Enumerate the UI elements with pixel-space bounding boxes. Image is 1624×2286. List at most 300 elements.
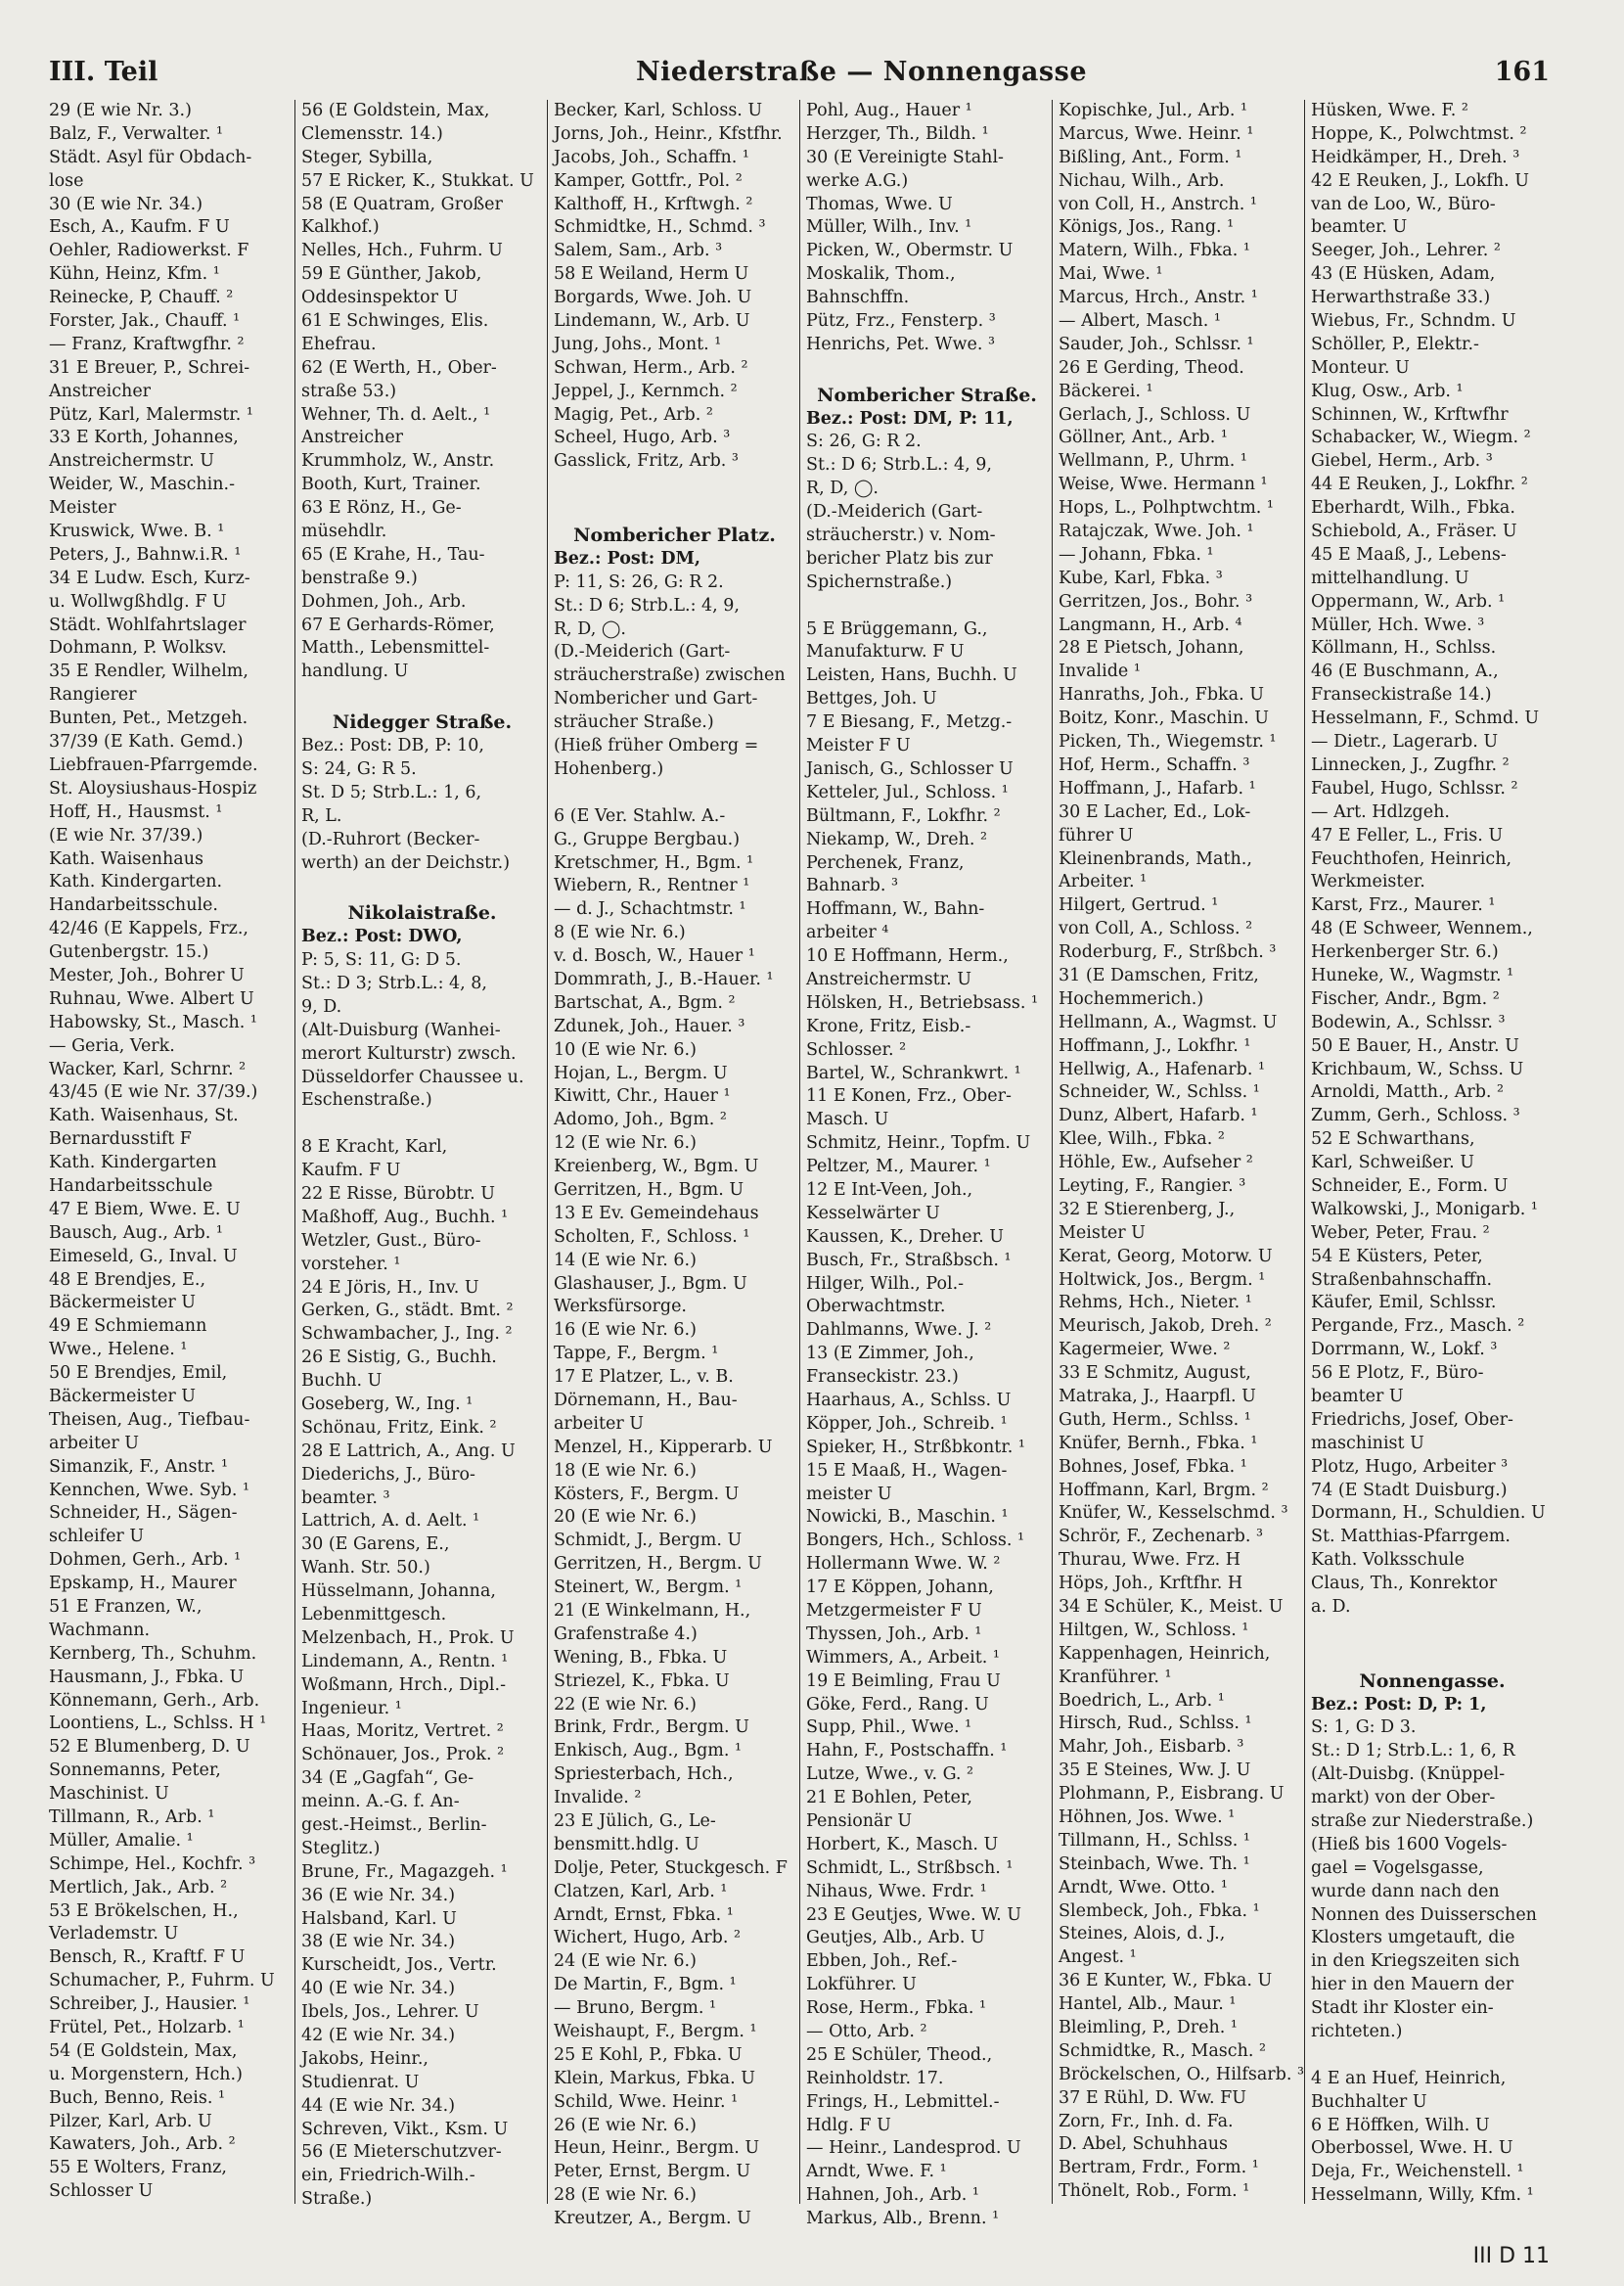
directory-entry-line: Karst, Frz., Maurer. ¹ — [1311, 895, 1496, 916]
directory-entry-line: Bez.: Post: DB, P: 10, — [301, 736, 484, 756]
directory-entry-line: Hölsken, H., Betriebsass. ¹ — [806, 992, 1038, 1013]
directory-entry-line: Bahnarb. ³ — [806, 876, 898, 896]
directory-entry-line: Salem, Sam., Arb. ³ — [554, 241, 723, 261]
directory-entry-line: 50 E Brendjes, Emil, — [49, 1363, 228, 1384]
directory-entry-line: Herkenberger Str. 6.) — [1311, 942, 1499, 963]
directory-entry-line: Hausmann, J., Fbka. U — [49, 1667, 245, 1687]
directory-entry-line: Dörnemann, H., Bau- — [554, 1390, 738, 1410]
directory-entry-line: 7 E Biesang, F., Metzg.- — [806, 712, 1013, 733]
directory-entry-line: 58 (E Quatram, Großer — [301, 194, 503, 214]
directory-entry-line: Ruhnau, Wwe. Albert U — [49, 988, 254, 1009]
directory-entry-line: Bernardusstift F — [49, 1129, 192, 1150]
directory-entry-line: (D.-Meiderich (Gart- — [806, 502, 983, 523]
directory-entry-line: Königs, Jos., Rang. ¹ — [1059, 217, 1235, 238]
directory-entry-line: Hirsch, Rud., Schlss. ¹ — [1059, 1714, 1252, 1734]
directory-entry-line: Marcus, Wwe. Heinr. ¹ — [1059, 123, 1254, 144]
directory-entry-line: Schrör, F., Zechenarb. ³ — [1059, 1527, 1263, 1547]
directory-entry-line: Spriesterbach, Hch., — [554, 1764, 734, 1785]
directory-entry-line: Kagermeier, Wwe. ² — [1059, 1340, 1231, 1360]
directory-entry-line: Simanzik, F., Anstr. ¹ — [49, 1456, 229, 1477]
directory-entry-line: Dormann, H., Schuldien. U — [1311, 1503, 1546, 1524]
directory-entry-line: Brune, Fr., Magazgeh. ¹ — [301, 1861, 508, 1882]
directory-entry-line: Bültmann, F., Lokfhr. ² — [806, 805, 1001, 826]
directory-entry-line: Gerken, G., städt. Bmt. ² — [301, 1301, 514, 1321]
directory-entry-line: Glashauser, J., Bgm. U — [554, 1273, 747, 1294]
directory-entry-line: Oberbossel, Wwe. H. U — [1311, 2138, 1513, 2159]
directory-entry-line: 15 E Maaß, H., Wagen- — [806, 1460, 1008, 1481]
directory-entry-line: Roderburg, F., Strßbch. ³ — [1059, 942, 1277, 963]
directory-entry-line: St. Aloysiushaus-Hospiz — [49, 778, 257, 799]
directory-entry-line: Moskalik, Thom., — [806, 264, 956, 285]
column-5 — [1053, 100, 1305, 2204]
directory-entry-line: Mai, Wwe. ¹ — [1059, 264, 1163, 285]
directory-entry-line: Kennchen, Wwe. Syb. ¹ — [49, 1480, 249, 1500]
directory-entry-line: 23 E Geutjes, Wwe. W. U — [806, 1904, 1021, 1925]
directory-entry-line: (Hieß früher Omberg = — [554, 736, 759, 756]
directory-entry-line: Eimeseld, G., Inval. U — [49, 1246, 238, 1266]
directory-entry-line: Claus, Th., Konrektor — [1311, 1574, 1498, 1594]
directory-entry-line: Meister — [49, 498, 116, 519]
directory-entry-line: beamter. ³ — [301, 1487, 390, 1508]
directory-entry-line: Höhle, Ew., Aufseher ² — [1059, 1153, 1253, 1173]
directory-entry-line: Weishaupt, F., Bergm. ¹ — [554, 2022, 757, 2042]
directory-entry-line: 32 E Stierenberg, J., — [1059, 1199, 1236, 1219]
directory-entry-line: St.: D 1; Strb.L.: 1, 6, R — [1311, 1741, 1515, 1761]
directory-entry-line: Zorn, Fr., Inh. d. Fa. — [1059, 2111, 1234, 2131]
directory-entry-line: 74 (E Stadt Duisburg.) — [1311, 1480, 1508, 1500]
directory-entry-line: Nowicki, B., Maschin. ¹ — [806, 1507, 1009, 1528]
directory-entry-line: Clemensstr. 14.) — [301, 123, 443, 144]
spacer — [806, 595, 1048, 618]
directory-entry-line: Franseckistr. 23.) — [806, 1367, 959, 1388]
spacer — [554, 497, 795, 521]
directory-entry-line: 33 E Korth, Johannes, — [49, 428, 239, 448]
directory-entry-line: Mahr, Joh., Eisbarb. ³ — [1059, 1737, 1244, 1758]
directory-entry-line: Maßhoff, Aug., Buchh. ¹ — [301, 1207, 509, 1227]
directory-entry-line: Sonnemanns, Peter, — [49, 1760, 221, 1781]
directory-entry-line: Kalthoff, H., Krftwgh. ² — [554, 194, 753, 214]
directory-entry-line: 48 E Brendjes, E., — [49, 1269, 206, 1290]
column-1 — [43, 100, 295, 2204]
directory-entry-line: mittelhandlung. U — [1311, 568, 1469, 588]
directory-entry-line: Horbert, K., Masch. U — [806, 1834, 999, 1854]
directory-entry-line: Booth, Kurt, Trainer. — [301, 475, 481, 495]
directory-entry-line: Jacobs, Joh., Schaffn. ¹ — [554, 147, 749, 167]
directory-entry-line: Schinnen, W., Krftwfhr — [1311, 404, 1509, 425]
directory-entry-line: 28 (E wie Nr. 6.) — [554, 2185, 697, 2206]
directory-entry-line: Picken, Th., Wiegemstr. ¹ — [1059, 732, 1277, 753]
directory-entry-line: Tillmann, H., Schlss. ¹ — [1059, 1830, 1250, 1851]
directory-entry-line: Verlademstr. U — [49, 1924, 179, 1944]
directory-entry-line: Reinecke, P, Chauff. ² — [49, 288, 234, 308]
directory-entry-line: Hilgert, Gertrud. ¹ — [1059, 895, 1219, 916]
directory-entry-line: Halsband, Karl. U — [301, 1908, 457, 1929]
directory-entry-line: St.: D 3; Strb.L.: 4, 8, — [301, 973, 487, 993]
directory-entry-line: D. Abel, Schuhhaus — [1059, 2134, 1229, 2155]
directory-entry-line: van de Loo, W., Büro- — [1311, 194, 1496, 214]
directory-entry-line: 11 E Konen, Frz., Ober- — [806, 1086, 1012, 1107]
directory-entry-line: Oppermann, W., Arb. ¹ — [1311, 591, 1506, 612]
directory-entry-line: Bleimling, P., Dreh. ¹ — [1059, 2018, 1238, 2038]
spacer — [301, 684, 543, 708]
directory-entry-line: Kesselwärter U — [806, 1203, 940, 1223]
directory-entry-line: Gerritzen, Jos., Bohr. ³ — [1059, 591, 1253, 612]
directory-entry-line: Pohl, Aug., Hauer ¹ — [806, 101, 972, 120]
street-district-info: Bez.: Post: DM, — [554, 548, 700, 569]
directory-entry-line: Meister F U — [806, 736, 911, 756]
directory-entry-line: 38 (E wie Nr. 34.) — [301, 1932, 456, 1952]
directory-entry-line: Anstreichermstr. U — [49, 451, 214, 472]
directory-entry-line: 5 E Brüggemann, G., — [806, 618, 988, 639]
directory-entry-line: Marcus, Hrch., Anstr. ¹ — [1059, 288, 1258, 308]
directory-entry-line: Leisten, Hans, Buchh. U — [806, 665, 1017, 686]
directory-entry-line: Gerritzen, H., Bergm. U — [554, 1554, 762, 1575]
directory-entry-line: Deja, Fr., Weichenstell. ¹ — [1311, 2162, 1524, 2182]
directory-entry-line: 58 E Weiland, Herm U — [554, 264, 749, 285]
directory-entry-line: P: 5, S: 11, G: D 5. — [301, 950, 462, 971]
directory-entry-line: Hilger, Wilh., Pol.- — [806, 1273, 965, 1294]
directory-entry-line: Müller, Amalie. ¹ — [49, 1830, 194, 1851]
directory-entry-line: Langmann, H., Arb. ⁴ — [1059, 615, 1242, 635]
directory-entry-line: Pensionär U — [806, 1811, 913, 1832]
directory-entry-line: straße zur Niederstraße.) — [1311, 1811, 1534, 1832]
street-district-info: Bez.: Post: DWO, — [301, 927, 463, 947]
directory-entry-line: Krichbaum, W., Schss. U — [1311, 1059, 1524, 1079]
directory-columns — [43, 100, 1561, 2229]
directory-entry-line: Jung, Johs., Mont. ¹ — [554, 334, 722, 354]
directory-entry-line: Rehms, Hch., Nieter. ¹ — [1059, 1293, 1252, 1313]
directory-entry-line: Städt. Wohlfahrtslager — [49, 615, 247, 635]
directory-entry-line: Käufer, Emil, Schlssr. — [1311, 1293, 1497, 1313]
directory-entry-line: Kalkhof.) — [301, 217, 380, 238]
directory-entry-line: Spieker, H., Strßbkontr. ¹ — [806, 1437, 1025, 1457]
directory-entry-line: werke A.G.) — [806, 170, 909, 191]
directory-entry-line: Knüfer, Bernh., Fbka. ¹ — [1059, 1433, 1258, 1453]
directory-entry-line: markt) von der Ober- — [1311, 1788, 1496, 1808]
directory-entry-line: sträucherstraße) zwischen — [554, 665, 786, 686]
directory-entry-line: Wening, B., Fbka. U — [554, 1647, 728, 1668]
directory-entry-line: Hüsselmann, Johanna, — [301, 1581, 496, 1602]
directory-entry-line: S: 24, G: R 5. — [301, 758, 417, 779]
directory-entry-line: — d. J., Schachtmstr. ¹ — [554, 899, 746, 920]
directory-entry-line: Scheel, Hugo, Arb. ³ — [554, 428, 731, 448]
directory-entry-line: Hojan, L., Bergm. U — [554, 1063, 728, 1083]
directory-entry-line: Klug, Osw., Arb. ¹ — [1311, 381, 1464, 401]
directory-entry-line: Jorns, Joh., Heinr., Kfstfhr. — [554, 123, 783, 144]
directory-entry-line: Niekamp, W., Dreh. ² — [806, 829, 988, 849]
directory-entry-line: richteten.) — [1311, 2022, 1403, 2042]
directory-entry-line: Bäckermeister U — [49, 1386, 197, 1406]
directory-entry-line: Kopischke, Jul., Arb. ¹ — [1059, 101, 1247, 120]
directory-entry-line: 56 (E Goldstein, Max, — [301, 101, 490, 120]
directory-entry-line: — Otto, Arb. ² — [806, 2022, 927, 2042]
directory-entry-line: Zdunek, Joh., Hauer. ³ — [554, 1016, 745, 1036]
directory-entry-line: Bertram, Frdr., Form. ¹ — [1059, 2158, 1259, 2178]
directory-entry-line: Oehler, Radiowerkst. F — [49, 241, 249, 261]
directory-entry-line: Klosters umgetauft, die — [1311, 1928, 1515, 1948]
directory-entry-line: St. Matthias-Pfarrgem. — [1311, 1527, 1511, 1547]
directory-entry-line: Bäckermeister U — [49, 1293, 197, 1313]
directory-entry-line: 63 E Rönz, H., Ge- — [301, 498, 462, 519]
directory-entry-line: beamter. U — [1311, 217, 1408, 238]
directory-entry-line: Ingenieur. ¹ — [301, 1698, 402, 1718]
directory-entry-line: 44 E Reuken, J., Lokfhr. ² — [1311, 475, 1528, 495]
directory-entry-line: (E wie Nr. 37/39.) — [49, 825, 203, 846]
directory-entry-line: Perchenek, Franz, — [806, 852, 965, 873]
directory-entry-line: Schild, Wwe. Heinr. ¹ — [554, 2091, 739, 2112]
directory-entry-line: Hellmann, A., Wagmst. U — [1059, 1012, 1278, 1032]
directory-entry-line: Goseberg, W., Ing. ¹ — [301, 1394, 474, 1414]
directory-entry-line: Hoffmann, J., Lokfhr. ¹ — [1059, 1035, 1251, 1056]
directory-entry-line: Arbeiter. ¹ — [1059, 872, 1148, 892]
directory-entry-line: Ratajczak, Wwe. Joh. ¹ — [1059, 522, 1254, 542]
directory-entry-line: merort Kulturstr) zwsch. — [301, 1043, 517, 1064]
directory-entry-line: vorsteher. ¹ — [301, 1254, 401, 1274]
directory-entry-line: Schmidtke, R., Masch. ² — [1059, 2040, 1266, 2061]
directory-entry-line: 6 (E Ver. Stahlw. A.- — [554, 805, 726, 826]
directory-entry-line: Wellmann, P., Uhrm. ¹ — [1059, 451, 1247, 472]
directory-entry-line: Bausch, Aug., Arb. ¹ — [49, 1222, 223, 1243]
directory-entry-line: Arndt, Wwe. F. ¹ — [806, 2162, 947, 2182]
street-heading: Nombericher Straße. — [817, 384, 1037, 406]
directory-entry-line: Picken, W., Obermstr. U — [806, 241, 1014, 261]
directory-entry-line: Kube, Karl, Fbka. ³ — [1059, 568, 1223, 588]
directory-entry-line: 14 (E wie Nr. 6.) — [554, 1250, 697, 1270]
directory-entry-line: 44 (E wie Nr. 34.) — [301, 2095, 456, 2116]
column-2 — [295, 100, 548, 2210]
directory-entry-line: Eberhardt, Wilh., Fbka. — [1311, 498, 1515, 519]
directory-entry-line: Studienrat. U — [301, 2072, 420, 2092]
directory-entry-line: Wetzler, Gust., Büro- — [301, 1230, 481, 1251]
directory-entry-line: Borgards, Wwe. Joh. U — [554, 288, 752, 308]
directory-entry-line: Jakobs, Heinr., — [301, 2048, 429, 2069]
directory-entry-line: 56 E Plotz, F., Büro- — [1311, 1363, 1484, 1384]
directory-entry-line: 19 E Beimling, Frau U — [806, 1670, 1001, 1691]
directory-entry-line: 25 E Schüler, Theod., — [806, 2044, 993, 2065]
directory-entry-line: 49 E Schmiemann — [49, 1316, 207, 1337]
directory-entry-line: Tillmann, R., Arb. ¹ — [49, 1807, 215, 1828]
street-district-info: Bez.: Post: D, P: 1, — [1311, 1694, 1487, 1714]
directory-entry-line: Frings, H., Lebmittel.- — [806, 2091, 1000, 2112]
directory-entry-line: Manufakturw. F U — [806, 642, 965, 663]
directory-entry-line: 21 E Bohlen, Peter, — [806, 1788, 972, 1808]
directory-entry-line: Rose, Herm., Fbka. ¹ — [806, 1998, 986, 2019]
directory-entry-line: Schneider, H., Sägen- — [49, 1503, 238, 1524]
directory-entry-line: 8 E Kracht, Karl, — [301, 1137, 448, 1158]
directory-entry-line: Epskamp, H., Maurer — [49, 1574, 237, 1594]
directory-entry-line: 20 (E wie Nr. 6.) — [554, 1507, 697, 1528]
directory-entry-line: 54 E Küsters, Peter, — [1311, 1246, 1483, 1266]
directory-entry-line: — Bruno, Bergm. ¹ — [554, 1998, 717, 2019]
directory-entry-line: Nichau, Wilh., Arb. — [1059, 170, 1225, 191]
directory-entry-line: 31 (E Damschen, Fritz, — [1059, 965, 1259, 985]
directory-entry-line: 23 E Jülich, G., Le- — [554, 1811, 716, 1832]
directory-entry-line: Busch, Fr., Straßbsch. ¹ — [806, 1250, 1012, 1270]
directory-entry-line: Kath. Waisenhaus, St. — [49, 1106, 239, 1126]
directory-entry-line: Stadt ihr Kloster ein- — [1311, 1998, 1494, 2019]
directory-entry-line: (D.-Ruhrort (Becker- — [301, 829, 480, 849]
directory-entry-line: Oberwachtmstr. — [806, 1297, 946, 1317]
directory-entry-line: (Hieß bis 1600 Vogels- — [1311, 1834, 1508, 1854]
directory-entry-line: u. Morgenstern, Hch.) — [49, 2064, 243, 2084]
directory-entry-line: Kurscheidt, Jos., Vertr. — [301, 1955, 497, 1976]
directory-entry-line: Wichert, Hugo, Arb. ² — [554, 1928, 741, 1948]
directory-entry-line: 25 E Kohl, P., Fbka. U — [554, 2044, 743, 2065]
directory-entry-line: Loontiens, L., Schlss. H ¹ — [49, 1714, 267, 1734]
directory-entry-line: R, D, ◯. — [554, 618, 626, 639]
directory-entry-line: 34 E Ludw. Esch, Kurz- — [49, 568, 250, 588]
directory-entry-line: Wwe., Helene. ¹ — [49, 1340, 188, 1360]
directory-entry-line: Hesselmann, F., Schmd. U — [1311, 709, 1540, 729]
directory-entry-line: Peter, Ernst, Bergm. U — [554, 2162, 751, 2182]
directory-entry-line: Schreven, Vikt., Ksm. U — [301, 2119, 509, 2139]
street-heading: Nidegger Straße. — [332, 711, 513, 734]
directory-entry-line: Liebfrauen-Pfarrgemde. — [49, 754, 258, 775]
directory-entry-line: Peltzer, M., Maurer. ¹ — [806, 1157, 991, 1177]
directory-entry-line: Bunten, Pet., Metzgeh. — [49, 709, 248, 729]
directory-entry-line: Weber, Peter, Frau. ² — [1311, 1222, 1490, 1243]
directory-entry-line: Hüsken, Wwe. F. ² — [1311, 101, 1468, 120]
directory-entry-line: Bettges, Joh. U — [806, 689, 937, 709]
directory-entry-line: Mertlich, Jak., Arb. ² — [49, 1877, 228, 1897]
directory-entry-line: Steinbach, Wwe. Th. ¹ — [1059, 1853, 1250, 1874]
directory-entry-line: Pergande, Frz., Masch. ² — [1311, 1316, 1525, 1337]
directory-entry-line: 52 E Blumenberg, D. U — [49, 1737, 250, 1758]
directory-entry-line: — Johann, Fbka. ¹ — [1059, 544, 1214, 565]
directory-entry-line: Matern, Wilh., Fbka. ¹ — [1059, 241, 1250, 261]
directory-entry-line: straße 53.) — [301, 381, 397, 401]
directory-entry-line: Metzgermeister F U — [806, 1601, 982, 1621]
directory-entry-line: 30 E Lacher, Ed., Lok- — [1059, 801, 1251, 822]
directory-entry-line: S: 1, G: D 3. — [1311, 1717, 1417, 1738]
directory-entry-line: Städt. Asyl für Obdach- — [49, 147, 252, 167]
directory-entry-line: Kamper, Gottfr., Pol. ² — [554, 170, 743, 191]
directory-entry-line: 10 (E wie Nr. 6.) — [554, 1039, 697, 1060]
directory-entry-line: Weise, Wwe. Hermann ¹ — [1059, 475, 1268, 495]
directory-entry-line: 52 E Schwarthans, — [1311, 1129, 1475, 1150]
directory-entry-line: in den Kriegszeiten sich — [1311, 1951, 1520, 1972]
directory-entry-line: Hoffmann, J., Hafarb. ¹ — [1059, 778, 1256, 799]
directory-entry-line: Pilzer, Karl, Arb. U — [49, 2111, 212, 2131]
directory-entry-line: hier in den Mauern der — [1311, 1975, 1514, 1995]
directory-entry-line: Hellwig, A., Hafenarb. ¹ — [1059, 1059, 1265, 1079]
directory-entry-line: S: 26, G: R 2. — [806, 432, 922, 452]
directory-entry-line: arbeiter U — [49, 1433, 140, 1453]
directory-entry-line: Wimmers, A., Arbeit. ¹ — [806, 1647, 1000, 1668]
directory-entry-line: Mester, Joh., Bohrer U — [49, 965, 245, 985]
directory-entry-line: Nonnen des Duisserschen — [1311, 1904, 1537, 1925]
street-range-title: Niederstraße — Nonnengasse — [636, 57, 1087, 87]
directory-entry-line: Schönau, Fritz, Eink. ² — [301, 1417, 497, 1438]
directory-entry-line: Matraka, J., Haarpfl. U — [1059, 1386, 1256, 1406]
directory-entry-line: 22 (E wie Nr. 6.) — [554, 1694, 697, 1714]
directory-entry-line: Kiwitt, Chr., Hauer ¹ — [554, 1086, 731, 1107]
directory-entry-line: 34 (E „Gagfah“, Ge- — [301, 1768, 474, 1789]
directory-entry-line: (Alt-Duisbg. (Knüppel- — [1311, 1764, 1506, 1785]
directory-entry-line: Linnecken, J., Zugfhr. ² — [1311, 754, 1510, 775]
directory-entry-line: Bensch, R., Kraftf. F U — [49, 1947, 246, 1968]
directory-entry-line: P: 11, S: 26, G: R 2. — [554, 572, 724, 592]
directory-entry-line: Müller, Wilh., Inv. ¹ — [806, 217, 972, 238]
directory-entry-line: führer U — [1059, 825, 1134, 846]
directory-entry-line: sträucherstr.) v. Nom- — [806, 526, 996, 546]
directory-entry-line: Woßmann, Hrch., Dipl.- — [301, 1674, 507, 1695]
directory-entry-line: 10 E Hoffmann, Herm., — [806, 946, 1009, 967]
directory-entry-line: meister U — [806, 1484, 892, 1504]
directory-entry-line: 37/39 (E Kath. Gemd.) — [49, 732, 244, 753]
directory-entry-line: Hesselmann, Willy, Kfm. ¹ — [1311, 2185, 1534, 2206]
directory-entry-line: 37 E Rühl, D. Ww. FU — [1059, 2087, 1247, 2108]
directory-entry-line: Rangierer — [49, 685, 137, 706]
directory-entry-line: Schlosser. ² — [806, 1039, 907, 1060]
directory-entry-line: Schlosser U — [49, 2181, 154, 2202]
directory-entry-line: Thönelt, Rob., Form. ¹ — [1059, 2181, 1250, 2202]
directory-entry-line: Hoff, H., Hausmst. ¹ — [49, 801, 223, 822]
directory-entry-line: Thyssen, Joh., Arb. ¹ — [806, 1623, 982, 1644]
directory-entry-line: Hoffmann, Karl, Brgm. ² — [1059, 1480, 1269, 1500]
spacer — [1311, 1620, 1554, 1643]
directory-entry-line: Bongers, Hch., Schloss. ¹ — [806, 1531, 1025, 1551]
section-label: III. Teil — [49, 57, 158, 87]
directory-entry-line: 17 E Köppen, Johann, — [806, 1577, 994, 1598]
directory-entry-line: Feuchthofen, Heinrich, — [1311, 848, 1512, 869]
directory-entry-line: Kühn, Heinz, Kfm. ¹ — [49, 264, 220, 285]
directory-entry-line: Kath. Kindergarten. — [49, 872, 223, 892]
directory-entry-line: Hollermann Wwe. W. ² — [806, 1554, 1001, 1575]
directory-entry-line: 43/45 (E wie Nr. 37/39.) — [49, 1082, 258, 1103]
directory-entry-line: Supp, Phil., Wwe. ¹ — [806, 1717, 972, 1738]
directory-entry-line: Zumm, Gerh., Schloss. ³ — [1311, 1106, 1520, 1126]
directory-entry-line: Kaufm. F U — [301, 1161, 401, 1181]
directory-entry-line: Angest. ¹ — [1059, 1947, 1137, 1968]
directory-entry-line: Gerlach, J., Schloss. U — [1059, 404, 1251, 425]
directory-entry-line: Gutenbergstr. 15.) — [49, 942, 209, 963]
directory-entry-line: Göllner, Ant., Arb. ¹ — [1059, 428, 1228, 448]
directory-entry-line: 55 E Wolters, Franz, — [49, 2158, 227, 2178]
directory-entry-line: Bröckelschen, O., Hilfsarb. ³ — [1059, 2064, 1304, 2084]
spacer — [1311, 1643, 1554, 1667]
directory-entry-line: 13 (E Zimmer, Joh., — [806, 1344, 974, 1364]
directory-entry-line: Straßenbahnschaffn. — [1311, 1269, 1493, 1290]
directory-entry-line: Forster, Jak., Chauff. ¹ — [49, 311, 241, 332]
directory-entry-line: Peters, J., Bahnw.i.R. ¹ — [49, 544, 242, 565]
directory-entry-line: Köpper, Joh., Schreib. ¹ — [806, 1413, 1008, 1434]
directory-entry-line: Steglitz.) — [301, 1838, 381, 1858]
directory-entry-line: Geutjes, Alb., Arb. U — [806, 1928, 985, 1948]
directory-entry-line: Hahnen, Joh., Arb. ¹ — [806, 2185, 979, 2206]
directory-entry-line: St.: D 6; Strb.L.: 4, 9, — [806, 455, 992, 476]
directory-entry-line: 50 E Bauer, H., Anstr. U — [1311, 1035, 1519, 1056]
directory-entry-line: sträucher Straße.) — [554, 712, 714, 733]
directory-entry-line: Schwan, Herm., Arb. ² — [554, 357, 748, 378]
directory-entry-line: Eschenstraße.) — [301, 1090, 432, 1111]
directory-entry-line: 28 E Lattrich, A., Ang. U — [301, 1440, 516, 1461]
directory-entry-line: Hanraths, Joh., Fbka. U — [1059, 685, 1264, 706]
directory-entry-line: Hdlg. F U — [806, 2115, 891, 2135]
directory-entry-line: beamter U — [1311, 1386, 1404, 1406]
directory-entry-line: Ibels, Jos., Lehrer. U — [301, 2002, 479, 2023]
directory-entry-line: Dohmen, Joh., Arb. — [301, 591, 467, 612]
directory-entry-line: Buch, Benno, Reis. ¹ — [49, 2087, 225, 2108]
directory-page — [43, 57, 1561, 2268]
directory-entry-line: 24 E Jöris, H., Inv. U — [301, 1277, 479, 1298]
directory-entry-line: Franseckistraße 14.) — [1311, 685, 1492, 706]
directory-entry-line: bericher Platz bis zur — [806, 548, 993, 569]
directory-entry-line: Wehner, Th. d. Aelt., ¹ — [301, 404, 491, 425]
directory-entry-line: Gerritzen, H., Bgm. U — [554, 1179, 744, 1200]
directory-entry-line: Steger, Sybilla, — [301, 147, 433, 167]
directory-entry-line: Klein, Markus, Fbka. U — [554, 2068, 755, 2088]
